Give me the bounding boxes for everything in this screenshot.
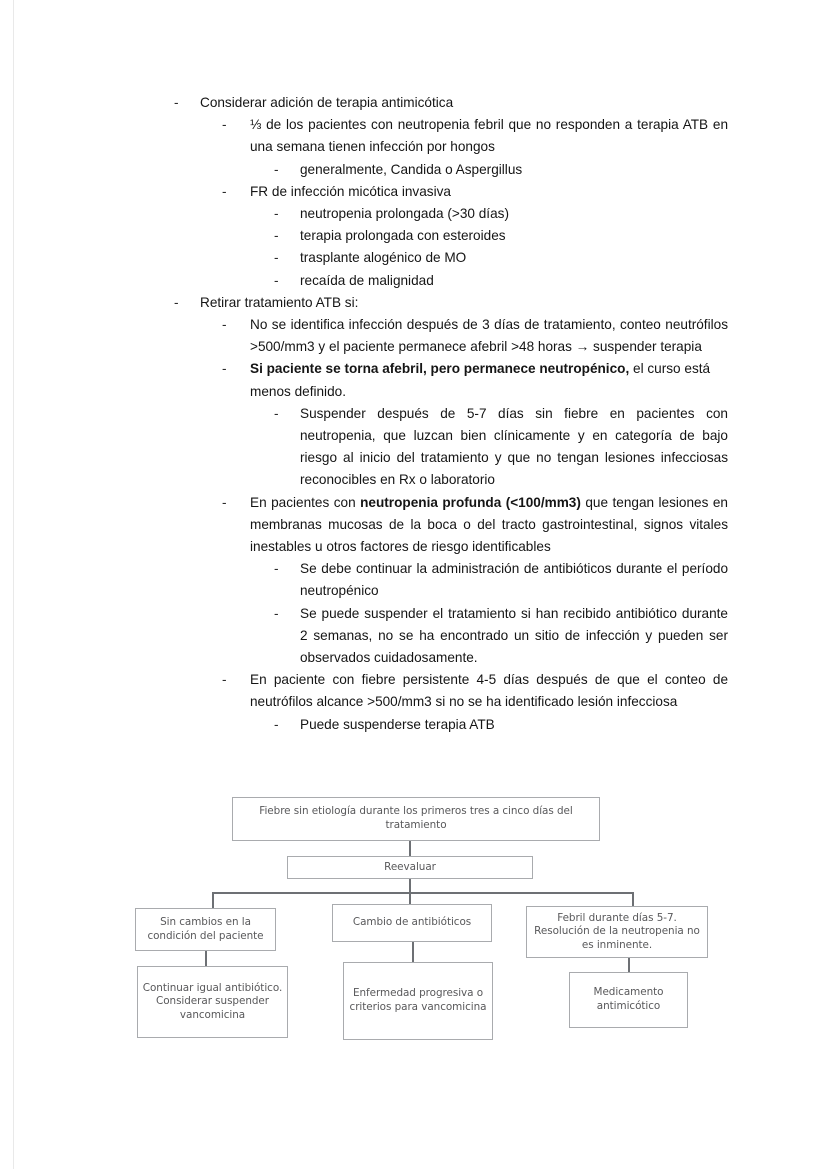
list-item-text: ⅓ de los pacientes con neutropenia febril que no responden a terapia ATB en una semana tienen infección por hongos xyxy=(250,117,728,155)
bullet-dash: - xyxy=(222,117,227,133)
flow-node-fiebre-sin-etiologia[interactable] xyxy=(232,797,600,841)
flow-node-cambio-antibioticos[interactable] xyxy=(332,904,492,942)
connector-drop-left xyxy=(212,892,214,909)
list-item-text: FR de infección micótica invasiva xyxy=(250,183,451,199)
list-item xyxy=(0,603,828,670)
list-item-text: No se identifica infección después de 3 días de tratamiento, conteo neutrófilos >500/mm3 y el paciente permanece afebril >48 horas → suspender terapia xyxy=(250,317,728,355)
list-item xyxy=(0,92,828,114)
plain-text: En pacientes con xyxy=(250,494,361,510)
bullet-dash: - xyxy=(274,228,279,244)
connector-drop-middle xyxy=(409,892,411,904)
inline-mixed-emphasis xyxy=(250,495,581,510)
bullet-dash: - xyxy=(274,250,279,266)
flow-node-label: Febril durante días 5-7. Resolución de la neutropenia no es inminente. xyxy=(534,911,700,951)
flow-node-label: Fiebre sin etiología durante los primeros tres a cinco días del tratamiento xyxy=(259,805,573,831)
list-item-text xyxy=(250,358,728,402)
bullet-dash: - xyxy=(222,494,227,510)
list-item xyxy=(0,181,828,203)
list-item-text: Considerar adición de terapia antimicótica xyxy=(200,95,454,110)
bullet-dash: - xyxy=(222,361,227,377)
bullet-dash: - xyxy=(222,183,227,199)
list-item-text: Se puede suspender el tratamiento si han recibido antibiótico durante 2 semanas, no se ha encontrado un sitio de infección y pueden ser observados cuidadosamente. xyxy=(300,605,728,666)
flow-node-label: Sin cambios en la condición del paciente xyxy=(147,915,264,942)
connector-cambio-to-enfermedad xyxy=(412,942,414,963)
flow-node-febril-5-7[interactable] xyxy=(526,906,708,958)
list-item xyxy=(0,714,828,736)
flow-node-continuar-igual[interactable] xyxy=(137,966,288,1038)
list-item-text: Se debe continuar la administración de antibióticos durante el período neutropénico xyxy=(300,561,728,599)
list-item xyxy=(0,203,828,225)
bullet-dash: - xyxy=(174,294,179,310)
bullet-dash: - xyxy=(174,95,179,110)
list-item-text: Puede suspenderse terapia ATB xyxy=(300,716,495,732)
list-item-text xyxy=(250,492,728,559)
list-item xyxy=(0,314,828,358)
flow-node-enfermedad-progresiva[interactable] xyxy=(343,962,493,1040)
bullet-dash: - xyxy=(274,561,279,577)
flow-node-label: Medicamento antimicótico xyxy=(593,986,664,1012)
outline-list xyxy=(0,92,828,736)
list-item-rest: que tengan lesiones en membranas mucosas de la boca o del tracto gastrointestinal, signos vitales inestables u otros factores de riesgo identificables xyxy=(250,494,728,555)
connector-top-to-reevaluar xyxy=(409,841,411,856)
list-item xyxy=(0,558,828,602)
bullet-dash: - xyxy=(274,272,279,288)
list-item-text: Suspender después de 5-7 días sin fiebre en pacientes con neutropenia, que luzcan bien clínicamente y en categoría de bajo riesgo al inicio del tratamiento y que no tengan lesiones infecciosas reconocibles en Rx o laboratorio xyxy=(300,405,728,488)
list-item xyxy=(0,225,828,247)
bullet-dash: - xyxy=(274,405,279,421)
connector-split-bus xyxy=(212,892,633,894)
list-item xyxy=(0,270,828,292)
list-item-text: generalmente, Candida o Aspergillus xyxy=(300,161,523,177)
connector-sin-cambios-to-continuar xyxy=(205,951,207,967)
bullet-dash: - xyxy=(274,206,279,222)
list-item-text: terapia prolongada con esteroides xyxy=(300,228,506,244)
list-item xyxy=(0,492,828,559)
bullet-dash: - xyxy=(222,317,227,333)
list-item xyxy=(0,159,828,181)
list-item-rest: el curso está menos definido. xyxy=(250,361,711,399)
connector-febril-to-medicamento xyxy=(628,958,630,973)
list-item-text: trasplante alogénico de MO xyxy=(300,250,467,266)
flow-node-label: Enfermedad progresiva o criterios para vancomicina xyxy=(349,987,487,1013)
flow-node-label: Cambio de antibióticos xyxy=(352,916,472,929)
emphasis-text: neutropenia profunda (<100/mm3) xyxy=(360,494,581,510)
bullet-dash: - xyxy=(274,605,279,621)
list-item xyxy=(0,403,828,492)
flow-node-label: Reevaluar xyxy=(384,860,436,873)
list-item-text: recaída de malignidad xyxy=(300,272,434,288)
list-item xyxy=(0,669,828,713)
list-item xyxy=(0,247,828,269)
flow-node-label: Continuar igual antibiótico. Considerar suspender vancomicina xyxy=(142,981,283,1021)
list-item xyxy=(0,358,828,402)
list-item-text: Retirar tratamiento ATB si: xyxy=(200,294,359,310)
bullet-dash: - xyxy=(274,161,279,177)
bullet-dash: - xyxy=(222,672,227,688)
connector-reevaluar-stem xyxy=(409,879,411,893)
bullet-dash: - xyxy=(274,716,279,732)
emphasis-text: Si paciente se torna afebril, pero permanece neutropénico, xyxy=(250,361,630,377)
connector-drop-right xyxy=(632,892,634,906)
flow-node-sin-cambios[interactable] xyxy=(135,908,276,951)
list-item xyxy=(0,114,828,158)
list-item xyxy=(0,292,828,314)
flow-node-medicamento-antimicotico[interactable] xyxy=(569,972,688,1028)
list-item-text: En paciente con fiebre persistente 4-5 días después de que el conteo de neutrófilos alcance >500/mm3 si no se ha identificado lesión infecciosa xyxy=(250,672,728,710)
flow-node-reevaluar[interactable] xyxy=(287,856,533,879)
list-item-text: neutropenia prolongada (>30 días) xyxy=(300,206,509,222)
